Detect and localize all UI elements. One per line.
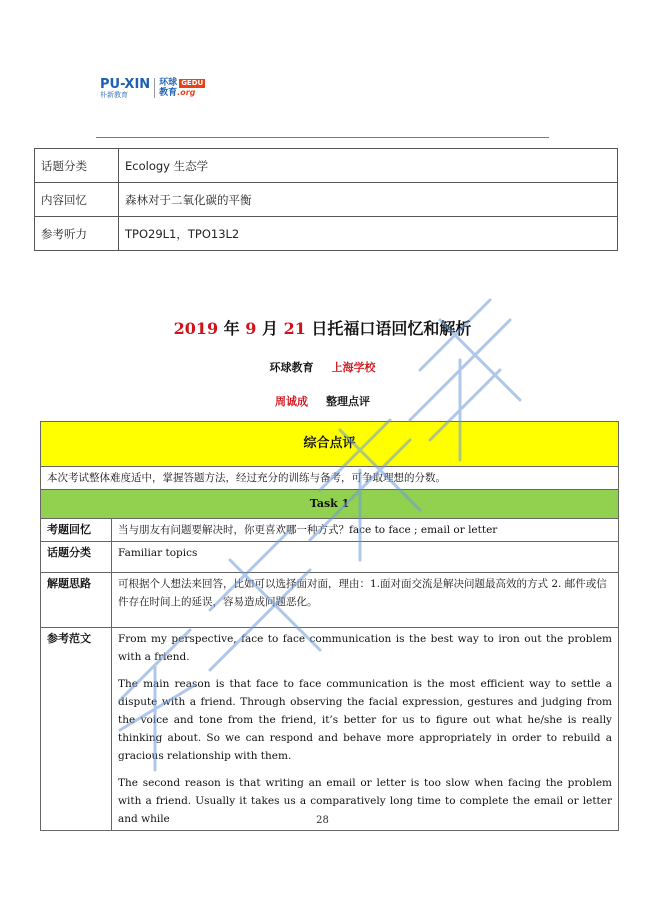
gedu-logo-cn-bottom: 教育	[159, 88, 178, 98]
overview-header: 综合点评	[41, 422, 619, 467]
org-name: 环球教育	[269, 361, 314, 374]
puxin-logo-text: PU-XIN	[100, 76, 151, 92]
approach-label: 解题思路	[41, 573, 112, 628]
info-value: Ecology 生态学	[119, 149, 618, 183]
title-day-suffix: 日托福口语回忆和解析	[305, 319, 472, 338]
table-row	[41, 422, 619, 467]
topic-info-table	[34, 148, 618, 251]
gedu-logo-cn-top: 环球	[159, 78, 178, 88]
info-label: 内容回忆	[35, 183, 119, 217]
puxin-logo	[100, 78, 150, 99]
header-logo	[100, 76, 205, 100]
table-row	[41, 490, 619, 519]
info-label: 话题分类	[35, 149, 119, 183]
info-value: TPO29L1，TPO13L2	[119, 217, 618, 251]
analysis-table	[40, 421, 619, 831]
author-role: 整理点评	[326, 395, 370, 408]
table-row	[41, 573, 619, 628]
info-value: 森林对于二氧化碳的平衡	[119, 183, 618, 217]
page-title	[0, 316, 645, 339]
gedu-logo-en: GEDU	[181, 79, 204, 87]
topic-label: 话题分类	[41, 542, 112, 573]
info-label: 参考听力	[35, 217, 119, 251]
sample-paragraph: The second reason is that writing an email or letter is too slow when facing the problem with a friend. Usually it takes us a comparatively long time to complete the email or letter and while	[118, 777, 612, 825]
table-row	[41, 519, 619, 542]
page-number: 28	[316, 815, 329, 826]
gedu-logo	[159, 78, 205, 98]
title-month: 9	[245, 319, 257, 338]
table-row	[35, 149, 618, 183]
table-row	[35, 183, 618, 217]
title-day: 21	[283, 319, 306, 338]
overview-text: 本次考试整体难度适中，掌握答题方法，经过充分的训练与备考，可争取理想的分数。	[41, 467, 619, 490]
sample-paragraph: The main reason is that face to face communication is the most efficient way to settle a dispute with a friend. Through observing the facial expression, gestures and judging from the voice and tone from the friend, it’s better for us to figure out what he/she is really thinking about. So we can respond and behave more appropriately in order to rebuild a gracious relationship with them.	[118, 678, 612, 762]
author-line	[0, 393, 645, 409]
title-month-suffix: 月	[256, 319, 284, 338]
organization-line	[0, 359, 645, 375]
author-name: 周诚成	[275, 395, 308, 408]
task-header: Task 1	[41, 490, 619, 519]
question-text: 当与朋友有问题要解决时，你更喜欢哪一种方式？face to face ; email or letter	[112, 519, 619, 542]
table-row	[35, 217, 618, 251]
sample-label: 参考范文	[41, 628, 112, 831]
table-row	[41, 542, 619, 573]
sample-paragraph: From my perspective, face to face communication is the best way to iron out the problem with a friend.	[118, 633, 612, 663]
topic-text: Familiar topics	[112, 542, 619, 573]
school-name: 上海学校	[331, 361, 376, 374]
puxin-logo-subtext: 朴新教育	[100, 90, 128, 99]
gedu-logo-org: .org	[177, 88, 196, 97]
table-row	[41, 628, 619, 831]
header-divider	[96, 137, 549, 138]
table-row	[41, 467, 619, 490]
question-label: 考题回忆	[41, 519, 112, 542]
title-year-suffix: 年	[218, 319, 246, 338]
logo-divider	[154, 78, 155, 98]
sample-answer	[112, 628, 619, 831]
title-year: 2019	[173, 319, 219, 338]
approach-text: 可根据个人想法来回答，比如可以选择面对面，理由：1.面对面交流是解决问题最高效的方式 2. 邮件或信件存在时间上的延误，容易造成问题恶化。	[112, 573, 619, 628]
